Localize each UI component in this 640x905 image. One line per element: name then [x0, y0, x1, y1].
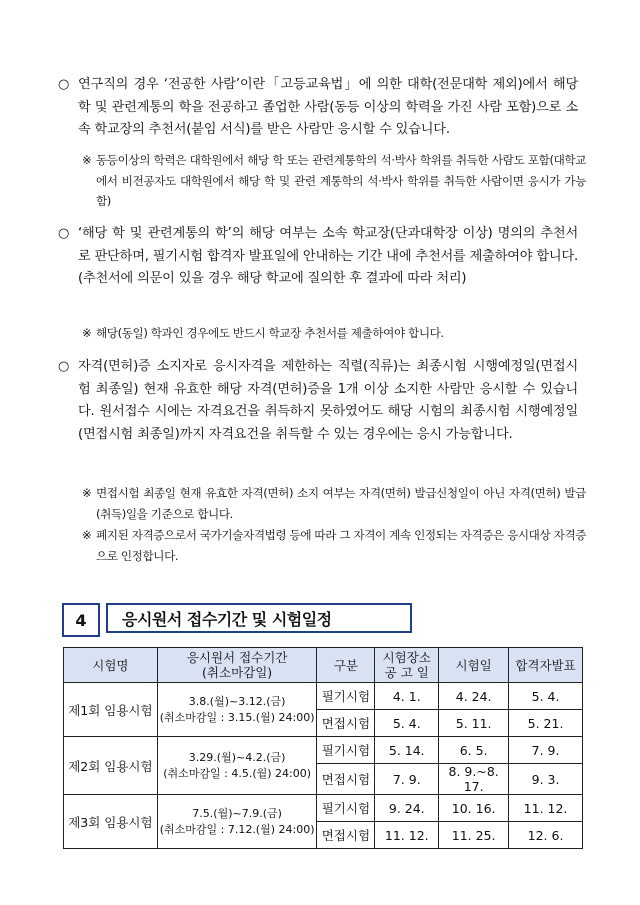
note-abolished-license	[82, 525, 586, 566]
section-title: 응시원서 접수기간 및 시험일정	[106, 603, 412, 633]
header-exam: 시험명	[64, 648, 158, 683]
note-text: 면접시험 최종일 현재 유효한 자격(면허) 소지 여부는 자격(면허) 발급신청일이 아닌 자격(면허) 발급(취득)일을 기준으로 합니다.	[96, 486, 586, 521]
paragraph-related-field	[58, 223, 578, 291]
circle-bullet-icon: ○	[58, 77, 70, 92]
exam-date-cell: 10. 16.	[439, 795, 509, 822]
header-place-line2: 공 고 일	[384, 665, 429, 680]
circle-bullet-icon: ○	[58, 359, 70, 374]
header-apply-period	[157, 648, 317, 683]
header-type: 구분	[317, 648, 375, 683]
reference-mark-icon: ※	[82, 486, 92, 500]
note-text: 폐지된 자격증으로서 국가기술자격법령 등에 따라 그 자격이 계속 인정되는 자격증은 응시대상 자격증으로 인정합니다.	[96, 528, 586, 563]
cancel-deadline: (취소마감일 : 7.12.(월) 24:00)	[159, 822, 315, 836]
paragraph-text: ‘해당 학 및 관련계통의 학’의 해당 여부는 소속 학교장(단과대학장 이상) 명의의 추천서로 판단하며, 필기시험 합격자 발표일에 안내하는 기간 내에 추천서를 제출하여야 합니다.(추천서에 의문이 있을 경우 해당 학교에 질의한 후 결과에 따라 처리)	[78, 226, 578, 287]
exam-name-cell: 제2회 임용시험	[64, 737, 158, 795]
circle-bullet-icon: ○	[58, 226, 70, 241]
header-exam-date: 시험일	[439, 648, 509, 683]
result-date-cell: 5. 21.	[509, 710, 583, 737]
apply-period: 3.8.(월)~3.12.(금)	[188, 694, 286, 708]
header-apply-line2: (취소마감일)	[202, 665, 273, 680]
cancel-deadline: (취소마감일 : 4.5.(월) 24:00)	[163, 766, 312, 780]
exam-date-cell: 4. 24.	[439, 683, 509, 710]
type-cell: 면접시험	[317, 764, 375, 795]
exam-date-cell: 11. 25.	[439, 822, 509, 849]
table-row	[64, 795, 583, 822]
note-equivalent-degree	[82, 150, 586, 212]
type-cell: 필기시험	[317, 795, 375, 822]
exam-date-cell: 6. 5.	[439, 737, 509, 764]
note-text: 동등이상의 학력은 대학원에서 해당 학 또는 관련계통학의 석·박사 학위를 취득한 사람도 포함(대학교에서 비전공자도 대학원에서 해당 학 및 관련 계통학의 석·박사 학위를 취득한 사람이면 응시가 가능함)	[96, 153, 586, 208]
result-date-cell: 12. 6.	[509, 822, 583, 849]
result-date-cell: 7. 9.	[509, 737, 583, 764]
header-result: 합격자발표	[509, 648, 583, 683]
exam-schedule-table	[63, 647, 583, 849]
place-notice-cell: 11. 12.	[375, 822, 439, 849]
paragraph-text: 자격(면허)증 소지자로 응시자격을 제한하는 직렬(직류)는 최종시험 시행예정일(면접시험 최종일) 현재 유효한 해당 자격(면허)증을 1개 이상 소지한 사람만 응시할 수 있습니다. 원서접수 시에는 자격요건을 취득하지 못하였어도 해당 시험의 최종시험 시행예정일(면접시험 최종일)까지 자격요건을 취득할 수 있는 경우에는 응시 가능합니다.	[78, 359, 578, 442]
place-notice-cell: 5. 14.	[375, 737, 439, 764]
exam-date-cell: 5. 11.	[439, 710, 509, 737]
exam-date-cell: 8. 9.~8. 17.	[439, 764, 509, 795]
result-date-cell: 5. 4.	[509, 683, 583, 710]
result-date-cell: 9. 3.	[509, 764, 583, 795]
apply-period: 7.5.(월)~7.9.(금)	[192, 806, 282, 820]
section-number: 4	[62, 603, 100, 637]
table-row	[64, 737, 583, 764]
paragraph-text: 연구직의 경우 ‘전공한 사람’이란「고등교육법」에 의한 대학(전문대학 제외)에서 해당 학 및 관련계통의 학을 전공하고 졸업한 사람(동등 이상의 학력을 가진 사람 포함)으로 소속 학교장의 추천서(붙임 서식)를 받은 사람만 응시할 수 있습니다.	[78, 77, 578, 138]
reference-mark-icon: ※	[82, 153, 92, 167]
paragraph-license-holder	[58, 356, 578, 446]
exam-name-cell: 제3회 임용시험	[64, 795, 158, 849]
type-cell: 면접시험	[317, 710, 375, 737]
apply-period-cell	[157, 795, 317, 849]
apply-period-cell	[157, 683, 317, 737]
header-place-line1: 시험장소	[382, 650, 431, 665]
exam-name-cell: 제1회 임용시험	[64, 683, 158, 737]
table-row	[64, 683, 583, 710]
note-text: 해당(동일) 학과인 경우에도 반드시 학교장 추천서를 제출하여야 합니다.	[96, 326, 444, 340]
result-date-cell: 11. 12.	[509, 795, 583, 822]
header-place-notice	[375, 648, 439, 683]
apply-period-cell	[157, 737, 317, 795]
place-notice-cell: 5. 4.	[375, 710, 439, 737]
note-license-validity	[82, 483, 586, 524]
apply-period: 3.29.(월)~4.2.(금)	[188, 750, 286, 764]
table-header-row	[64, 648, 583, 683]
type-cell: 필기시험	[317, 683, 375, 710]
reference-mark-icon: ※	[82, 326, 92, 340]
place-notice-cell: 7. 9.	[375, 764, 439, 795]
header-apply-line1: 응시원서 접수기간	[186, 650, 288, 665]
cancel-deadline: (취소마감일 : 3.15.(월) 24:00)	[159, 710, 315, 724]
paragraph-research-major	[58, 74, 578, 142]
place-notice-cell: 4. 1.	[375, 683, 439, 710]
type-cell: 필기시험	[317, 737, 375, 764]
reference-mark-icon: ※	[82, 528, 92, 542]
place-notice-cell: 9. 24.	[375, 795, 439, 822]
note-recommendation-required	[82, 323, 586, 344]
type-cell: 면접시험	[317, 822, 375, 849]
